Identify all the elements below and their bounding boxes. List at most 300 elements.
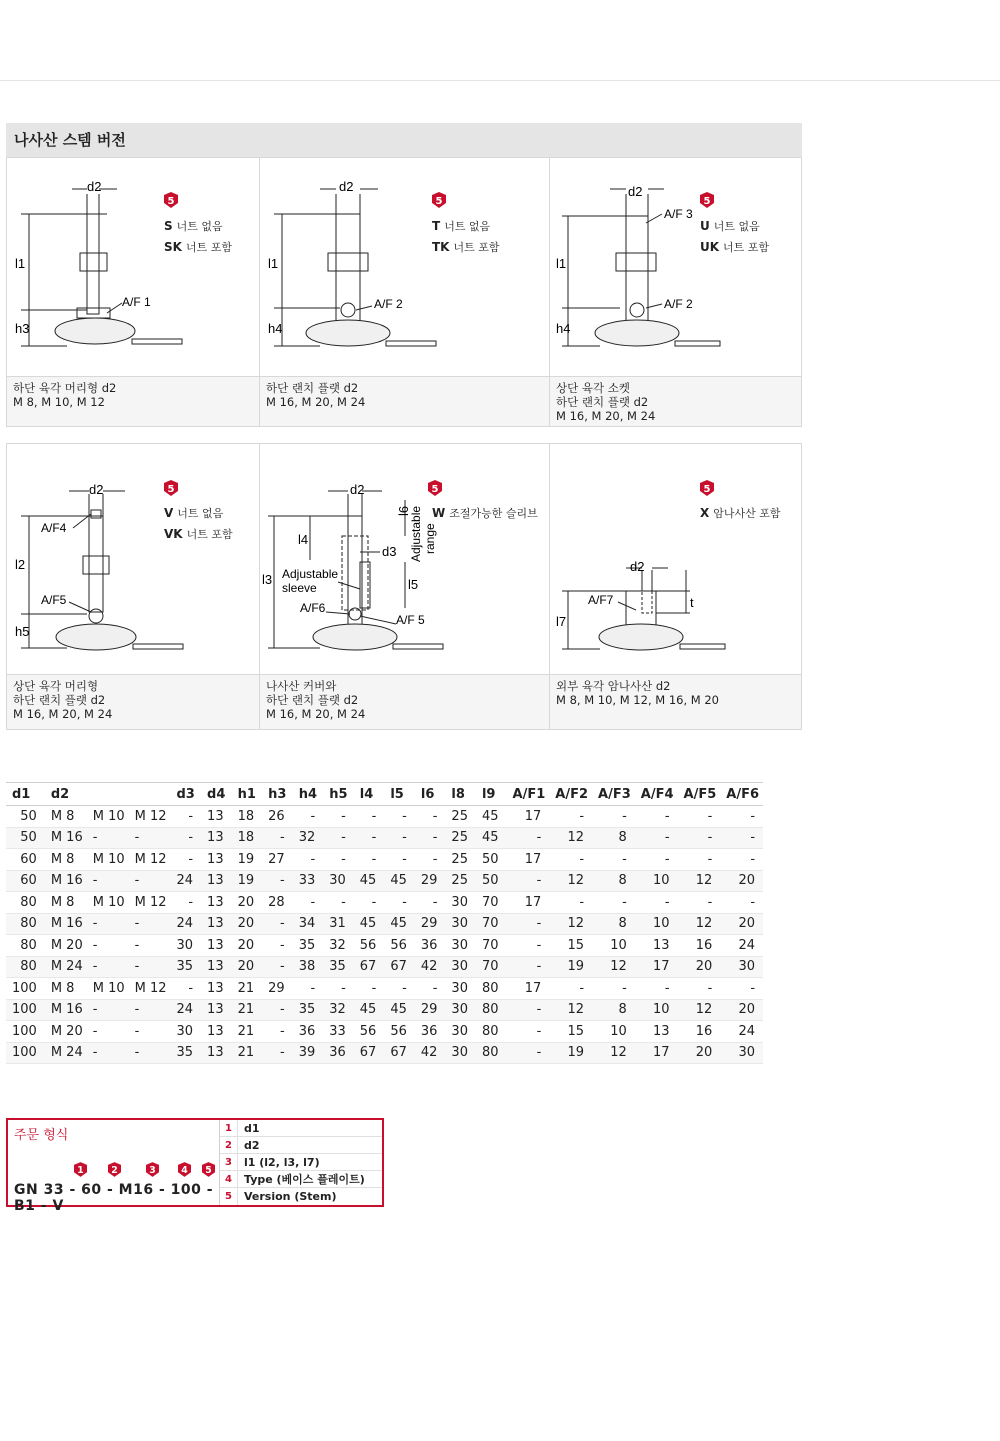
order-code: GN 33 - 60 - M16 - 100 - B1 - V — [14, 1182, 214, 1214]
table-cell: - — [293, 849, 324, 871]
table-cell: 42 — [415, 1042, 446, 1064]
variant-code: SK — [164, 240, 182, 254]
table-cell: - — [129, 999, 171, 1021]
variant-caption — [260, 376, 549, 426]
variant-grid-row-2 — [6, 443, 802, 730]
variant-list — [700, 503, 781, 524]
table-cell: 13 — [201, 978, 232, 1000]
order-pin-1-icon — [74, 1162, 87, 1177]
label-af5: A/F 5 — [396, 613, 425, 627]
table-cell: 50 — [476, 849, 507, 871]
table-cell: 50 — [6, 806, 45, 828]
table-cell: - — [415, 827, 446, 849]
variant-item — [700, 237, 769, 258]
table-cell: - — [415, 806, 446, 828]
table-cell: - — [262, 1021, 293, 1043]
order-pin-4-icon — [178, 1162, 191, 1177]
table-cell: 17 — [507, 806, 550, 828]
table-cell: 20 — [720, 913, 763, 935]
table-cell: M 10 — [87, 978, 129, 1000]
table-cell: - — [635, 827, 678, 849]
column-header: h5 — [323, 783, 354, 806]
table-cell: 56 — [384, 1021, 415, 1043]
variant-code: T — [432, 219, 441, 233]
table-cell: 56 — [354, 935, 385, 957]
variant-item — [700, 503, 781, 524]
variant-list — [164, 503, 233, 545]
table-cell: 30 — [720, 1042, 763, 1064]
legend-row — [220, 1120, 382, 1137]
table-cell: - — [415, 892, 446, 914]
legend-label: l1 (l2, l3, l7) — [244, 1156, 320, 1169]
table-cell: 36 — [323, 1042, 354, 1064]
caption-line: M 8, M 10, M 12 — [13, 395, 105, 409]
caption-line: 하단 랜치 플랫 d2 — [266, 693, 359, 707]
table-cell: - — [87, 1042, 129, 1064]
table-cell: - — [323, 827, 354, 849]
table-cell: - — [678, 827, 721, 849]
table-cell: 13 — [201, 827, 232, 849]
table-cell: 100 — [6, 1042, 45, 1064]
table-cell: - — [323, 892, 354, 914]
table-cell: - — [87, 870, 129, 892]
variant-code: TK — [432, 240, 450, 254]
table-cell: 32 — [323, 935, 354, 957]
table-cell: 70 — [476, 892, 507, 914]
variant-drawing — [260, 444, 549, 674]
table-cell: M 20 — [45, 935, 87, 957]
table-cell: - — [323, 849, 354, 871]
badge-number: 5 — [703, 484, 711, 495]
table-row — [6, 1042, 763, 1064]
label-l1: l1 — [556, 256, 567, 271]
table-cell: 45 — [476, 806, 507, 828]
table-cell: 42 — [415, 956, 446, 978]
label-h4: h4 — [268, 321, 283, 336]
dimensions-table — [6, 782, 763, 1064]
version-badge-icon — [700, 480, 714, 496]
badge-number: 5 — [703, 196, 711, 207]
legend-label: Type (베이스 플레이트) — [244, 1173, 365, 1186]
label-af5: A/F5 — [41, 593, 67, 607]
table-cell: 32 — [293, 827, 324, 849]
table-cell: 80 — [6, 913, 45, 935]
variant-drawing — [550, 444, 801, 674]
variant-list — [432, 503, 538, 524]
legend-label: d1 — [244, 1122, 260, 1135]
column-header: l8 — [445, 783, 476, 806]
table-cell: M 24 — [45, 1042, 87, 1064]
table-cell: - — [384, 827, 415, 849]
table-cell: - — [87, 999, 129, 1021]
table-cell: 12 — [678, 870, 721, 892]
pin-number: 2 — [111, 1165, 118, 1177]
order-legend — [220, 1120, 382, 1205]
pin-number: 5 — [205, 1165, 212, 1177]
table-cell: - — [720, 892, 763, 914]
table-cell: - — [87, 935, 129, 957]
table-cell: 13 — [201, 1042, 232, 1064]
label-h5: h5 — [15, 624, 30, 639]
table-cell: - — [592, 978, 635, 1000]
column-header: h4 — [293, 783, 324, 806]
table-cell: 20 — [232, 956, 263, 978]
table-cell: - — [720, 978, 763, 1000]
table-cell: - — [507, 999, 550, 1021]
variant-caption — [550, 674, 801, 729]
table-cell: - — [507, 956, 550, 978]
table-cell: - — [678, 806, 721, 828]
table-row — [6, 892, 763, 914]
table-cell: 30 — [445, 1042, 476, 1064]
column-header: A/F3 — [592, 783, 635, 806]
table-cell: - — [635, 892, 678, 914]
table-cell: 17 — [507, 849, 550, 871]
table-cell: - — [720, 806, 763, 828]
caption-line: 나사산 커버와 — [266, 679, 337, 693]
legend-number: 3 — [220, 1154, 238, 1170]
table-cell: 13 — [201, 892, 232, 914]
table-cell: 18 — [232, 806, 263, 828]
table-cell: - — [262, 1042, 293, 1064]
label-l1: l1 — [15, 256, 26, 271]
table-cell: - — [354, 849, 385, 871]
label-af7: A/F7 — [588, 593, 614, 607]
table-cell: M 10 — [87, 849, 129, 871]
variant-desc: 너트 포함 — [453, 241, 500, 254]
table-cell: - — [592, 806, 635, 828]
variant-caption — [7, 376, 259, 426]
table-cell: 80 — [6, 956, 45, 978]
table-cell: 19 — [549, 956, 592, 978]
variant-desc: 조절가능한 슬리브 — [449, 507, 538, 520]
table-cell: - — [262, 827, 293, 849]
table-cell: - — [592, 892, 635, 914]
label-l1: l1 — [268, 256, 279, 271]
column-header: d3 — [171, 783, 202, 806]
label-h3: h3 — [15, 321, 30, 336]
table-cell: 30 — [445, 1021, 476, 1043]
caption-line: 하단 육각 머리형 d2 — [13, 381, 117, 395]
table-cell: 12 — [678, 913, 721, 935]
table-cell: 20 — [720, 870, 763, 892]
table-cell: 15 — [549, 935, 592, 957]
table-cell: - — [549, 978, 592, 1000]
table-cell: - — [323, 806, 354, 828]
legend-label: Version (Stem) — [244, 1190, 337, 1203]
column-header — [129, 783, 171, 806]
table-cell: 10 — [635, 870, 678, 892]
table-cell: M 10 — [87, 806, 129, 828]
table-cell: M 8 — [45, 806, 87, 828]
table-row — [6, 999, 763, 1021]
table-cell: 20 — [678, 1042, 721, 1064]
table-cell: 50 — [6, 827, 45, 849]
table-cell: 21 — [232, 978, 263, 1000]
table-cell: - — [262, 870, 293, 892]
table-cell: - — [507, 827, 550, 849]
table-cell: 30 — [445, 978, 476, 1000]
label-l7: l7 — [556, 614, 567, 629]
table-cell: 100 — [6, 978, 45, 1000]
table-row — [6, 870, 763, 892]
column-header: l9 — [476, 783, 507, 806]
table-cell: 26 — [262, 806, 293, 828]
table-cell: 39 — [293, 1042, 324, 1064]
variant-cell-x — [550, 444, 801, 729]
table-cell: 45 — [384, 999, 415, 1021]
table-cell: 29 — [415, 999, 446, 1021]
order-format-box — [6, 1118, 384, 1214]
variant-code: V — [164, 506, 174, 520]
version-badge-icon — [428, 480, 442, 496]
variant-item — [432, 237, 500, 258]
table-cell: - — [293, 892, 324, 914]
table-cell: 20 — [720, 999, 763, 1021]
table-cell: 25 — [445, 870, 476, 892]
table-cell: 30 — [445, 935, 476, 957]
table-cell: 67 — [354, 956, 385, 978]
table-cell: - — [678, 978, 721, 1000]
table-cell: - — [87, 1021, 129, 1043]
table-row — [6, 806, 763, 828]
table-cell: 30 — [323, 870, 354, 892]
table-cell: - — [171, 892, 202, 914]
caption-line: M 16, M 20, M 24 — [266, 395, 366, 409]
table-cell: 24 — [171, 999, 202, 1021]
table-cell: 8 — [592, 870, 635, 892]
table-cell: 70 — [476, 935, 507, 957]
table-cell: 10 — [635, 999, 678, 1021]
table-cell: 12 — [592, 1042, 635, 1064]
table-cell: 80 — [6, 935, 45, 957]
table-cell: 45 — [476, 827, 507, 849]
label-h4: h4 — [556, 321, 571, 336]
table-cell: 20 — [232, 892, 263, 914]
table-cell: 13 — [201, 913, 232, 935]
label-l2: l2 — [15, 557, 26, 572]
table-cell: 56 — [384, 935, 415, 957]
table-cell: - — [549, 806, 592, 828]
column-header: h3 — [262, 783, 293, 806]
table-cell: 100 — [6, 999, 45, 1021]
legend-row — [220, 1188, 382, 1205]
table-cell: - — [507, 1021, 550, 1043]
table-cell: - — [507, 935, 550, 957]
table-cell: 50 — [476, 870, 507, 892]
table-cell: 31 — [323, 913, 354, 935]
legend-label: d2 — [244, 1139, 260, 1152]
drawing-v — [7, 444, 260, 674]
label-d2: d2 — [630, 559, 645, 574]
table-cell: - — [678, 849, 721, 871]
table-cell: - — [293, 978, 324, 1000]
column-header: d1 — [6, 783, 45, 806]
table-cell: - — [354, 806, 385, 828]
table-cell: - — [354, 892, 385, 914]
table-cell: 29 — [415, 913, 446, 935]
table-cell: 19 — [549, 1042, 592, 1064]
table-cell: 29 — [415, 870, 446, 892]
table-cell: 12 — [592, 956, 635, 978]
table-cell: 21 — [232, 999, 263, 1021]
table-cell: 45 — [354, 913, 385, 935]
table-cell: - — [720, 827, 763, 849]
table-cell: M 8 — [45, 849, 87, 871]
variant-cell-t — [260, 158, 550, 426]
label-sleeve: sleeve — [282, 581, 317, 595]
table-cell: 20 — [232, 935, 263, 957]
column-header: d4 — [201, 783, 232, 806]
table-cell: 35 — [171, 1042, 202, 1064]
table-cell: 24 — [720, 1021, 763, 1043]
column-header: A/F6 — [720, 783, 763, 806]
table-cell: 80 — [476, 978, 507, 1000]
table-cell: 70 — [476, 956, 507, 978]
table-cell: - — [354, 827, 385, 849]
variant-caption — [550, 376, 801, 426]
variant-list — [164, 216, 232, 258]
table-cell: 18 — [232, 827, 263, 849]
table-cell: - — [129, 870, 171, 892]
table-cell: 19 — [232, 870, 263, 892]
variant-drawing — [7, 444, 259, 674]
table-cell: - — [678, 892, 721, 914]
table-cell: 12 — [549, 870, 592, 892]
label-af6: A/F6 — [300, 601, 326, 615]
table-cell: M 12 — [129, 806, 171, 828]
caption-line: 하단 랜치 플랫 d2 — [266, 381, 359, 395]
version-badge-icon — [700, 192, 714, 208]
label-d2: d2 — [339, 179, 354, 194]
label-t: t — [690, 595, 694, 610]
table-cell: 17 — [507, 978, 550, 1000]
drawing-x — [550, 444, 802, 674]
table-cell: 60 — [6, 849, 45, 871]
table-cell: - — [262, 935, 293, 957]
table-cell: - — [635, 849, 678, 871]
table-cell: - — [720, 849, 763, 871]
table-cell: 12 — [549, 999, 592, 1021]
table-cell: M 8 — [45, 892, 87, 914]
table-row — [6, 827, 763, 849]
table-cell: 25 — [445, 827, 476, 849]
badge-number: 5 — [435, 196, 443, 207]
variant-cell-v — [7, 444, 260, 729]
column-header: A/F2 — [549, 783, 592, 806]
table-cell: 30 — [720, 956, 763, 978]
table-cell: 45 — [354, 870, 385, 892]
column-header — [87, 783, 129, 806]
table-cell: M 12 — [129, 849, 171, 871]
variant-item — [432, 503, 538, 524]
table-cell: 30 — [445, 913, 476, 935]
badge-number: 5 — [167, 196, 175, 207]
column-header: A/F5 — [678, 783, 721, 806]
table-cell: 28 — [262, 892, 293, 914]
table-cell: - — [87, 956, 129, 978]
version-badge-icon — [164, 480, 178, 496]
table-cell: 13 — [201, 1021, 232, 1043]
order-pin-2-icon — [108, 1162, 121, 1177]
variant-item — [700, 216, 769, 237]
table-cell: 45 — [354, 999, 385, 1021]
table-cell: - — [262, 956, 293, 978]
table-cell: 17 — [507, 892, 550, 914]
variant-item — [164, 503, 233, 524]
table-cell: 36 — [415, 935, 446, 957]
pin-number: 3 — [149, 1165, 156, 1177]
legend-row — [220, 1137, 382, 1154]
legend-number: 4 — [220, 1171, 238, 1187]
table-cell: - — [129, 956, 171, 978]
table-cell: - — [87, 827, 129, 849]
caption-line: M 16, M 20, M 24 — [13, 707, 113, 721]
table-cell: 45 — [384, 870, 415, 892]
table-cell: 35 — [293, 999, 324, 1021]
table-cell: - — [507, 870, 550, 892]
table-row — [6, 978, 763, 1000]
table-cell: M 12 — [129, 978, 171, 1000]
label-d2: d2 — [87, 179, 102, 194]
table-cell: 100 — [6, 1021, 45, 1043]
variant-code: VK — [164, 527, 183, 541]
top-divider — [0, 80, 1000, 81]
caption-line: M 16, M 20, M 24 — [556, 409, 656, 423]
table-row — [6, 913, 763, 935]
table-cell: M 16 — [45, 870, 87, 892]
table-cell: - — [171, 849, 202, 871]
table-cell: - — [129, 1021, 171, 1043]
table-cell: 24 — [171, 913, 202, 935]
variant-drawing — [7, 158, 259, 376]
caption-line: 하단 랜치 플랫 d2 — [556, 395, 649, 409]
table-cell: 13 — [201, 870, 232, 892]
variant-drawing — [550, 158, 801, 376]
table-cell: 13 — [201, 956, 232, 978]
order-pin-5-icon — [202, 1162, 215, 1177]
table-cell: - — [549, 892, 592, 914]
table-cell: - — [323, 978, 354, 1000]
table-cell: 21 — [232, 1042, 263, 1064]
table-cell: - — [384, 806, 415, 828]
table-cell: 8 — [592, 913, 635, 935]
variant-item — [432, 216, 500, 237]
variant-desc: 암나사산 포함 — [713, 507, 781, 520]
variant-cell-u — [550, 158, 801, 426]
table-cell: - — [293, 806, 324, 828]
table-cell: - — [549, 849, 592, 871]
column-header: l6 — [415, 783, 446, 806]
table-body — [6, 806, 763, 1064]
table-cell: 38 — [293, 956, 324, 978]
label-range: range — [423, 523, 437, 554]
table-cell: 24 — [171, 870, 202, 892]
table-cell: M 20 — [45, 1021, 87, 1043]
variant-code: UK — [700, 240, 720, 254]
table-cell: - — [262, 913, 293, 935]
table-cell: 30 — [171, 935, 202, 957]
label-l5: l5 — [408, 577, 419, 592]
table-cell: M 24 — [45, 956, 87, 978]
table-cell: 33 — [323, 1021, 354, 1043]
variant-cell-s — [7, 158, 260, 426]
variant-desc: 너트 포함 — [185, 241, 232, 254]
order-pin-3-icon — [146, 1162, 159, 1177]
label-adjustable-sleeve: Adjustable — [282, 567, 339, 581]
table-cell: 36 — [415, 1021, 446, 1043]
order-example — [8, 1120, 220, 1214]
